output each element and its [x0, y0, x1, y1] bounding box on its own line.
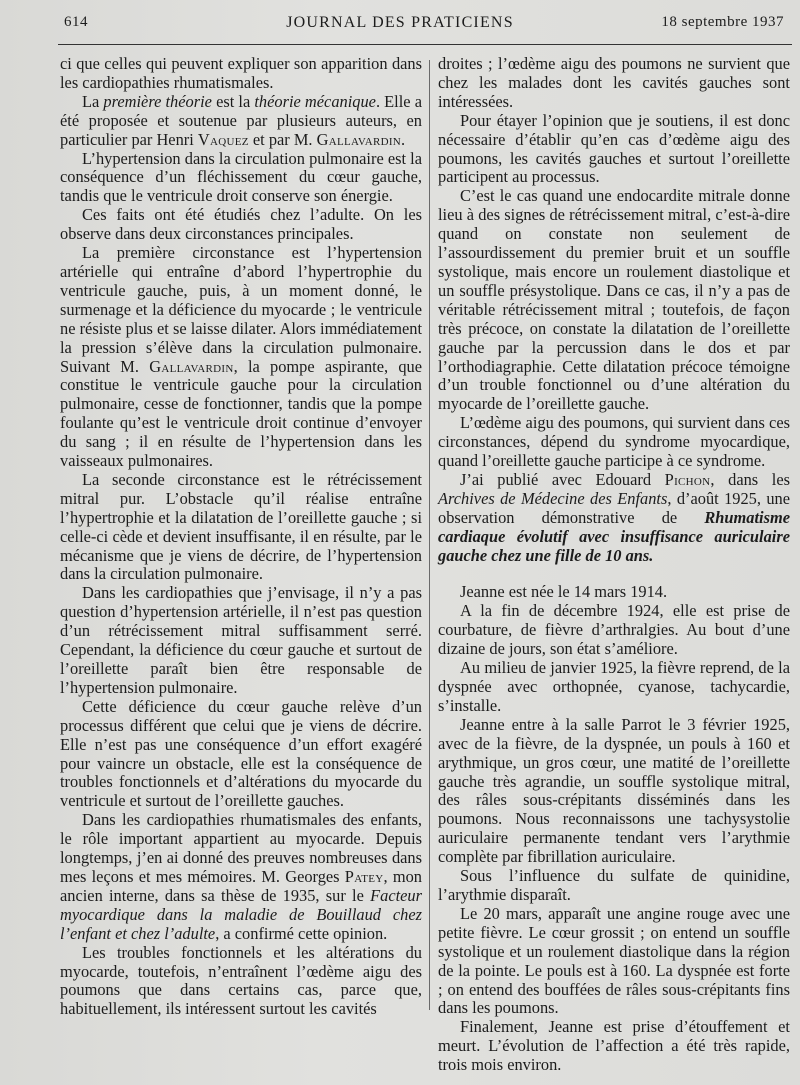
- paragraph: Pour étayer l’opinion que je soutiens, il est donc nécessaire d’établir qu’en cas d’œdème aigu des poumons, les cavités gauches et surtout l’oreillette participent au processus.: [438, 110, 790, 187]
- paragraph: A la fin de décembre 1924, elle est prise de courbature, de fièvre d’arthralgies. Au bout d’une dizaine de jours, son état s’améliore.: [438, 601, 790, 659]
- paragraph: La première circonstance est l’hypertension artérielle qui entraîne d’abord l’hypertrophie du ventricule gauche, puis, à un moment donné, le surmenage et la déficience du myocarde ; le ventricule ne résiste plus et se laisse dilater. Alors immédiatement la pression s’élève dans la circulation pulmonaire. Suivant M. Gallavardin, la pompe aspirante, que constitue le ventricule gauche pour la circulation pulmonaire, cesse de fonctionner, tandis que la pompe foulante qu’est le ventricule droit continue d’envoyer du sang ; il en résulte de l’hypertension dans les vaisseaux pulmonaires.: [60, 243, 422, 471]
- paragraph: L’œdème aigu des poumons, qui survient dans ces circonstances, dépend du syndrome myocardique, quand l’oreillette gauche participe à ce syndrome.: [438, 413, 790, 471]
- author-name: Gallavardin: [149, 356, 234, 376]
- journal-reference: Archives de Médecine des Enfants: [438, 488, 668, 508]
- journal-title: JOURNAL DES PRATICIENS: [286, 14, 514, 31]
- section-gap: [438, 565, 790, 583]
- paragraph: Le 20 mars, apparaît une angine rouge avec une petite fièvre. Le cœur grossit ; on entend un souffle systolique et un roulement diastolique dans la région de la pointe. Le pouls est à 160. La dyspnée est forte ; on entend des bouffées de râles sous-crépitants fins dans les poumons.: [438, 903, 790, 1018]
- author-name: Vaquez: [197, 129, 249, 149]
- left-column: [60, 55, 422, 1019]
- paragraph: L’hypertension dans la circulation pulmonaire est la conséquence d’un fléchissement du cœur gauche, tandis que le ventricule droit conserve son énergie.: [60, 148, 422, 206]
- paragraph: Dans les cardiopathies que j’envisage, il n’y a pas question d’hypertension artérielle, il n’est pas question d’un rétrécissement mitral suffisamment serré. Cependant, la déficience du cœur gauche et surtout de l’oreillette paraît bien être responsable de l’hypertension pulmonaire.: [60, 583, 422, 697]
- author-name: Pichon: [664, 469, 711, 489]
- paragraph: La seconde circonstance est le rétrécissement mitral pur. L’obstacle qu’il réalise entraîne l’hypertrophie et la dilatation de l’oreillette gauche ; si celle-ci cède et devient insuffisante, il en résulte, par le mécanisme que je viens de décrire, de l’hypertension dans la circulation pulmonaire.: [60, 469, 422, 584]
- issue-date: 18 septembre 1937: [661, 14, 784, 30]
- paragraph: ci que celles qui peuvent expliquer son apparition dans les cardiopathies rhumatismales.: [60, 54, 422, 92]
- thesis-title: Facteur myocardique dans la maladie de Bouillaud chez l’enfant et chez l’adulte: [60, 885, 422, 943]
- paragraph: Les troubles fonctionnels et les altérations du myocarde, toutefois, n’entraînent l’œdème aigu des poumons que dans certains cas, parce que, habituellement, ils intéressent surtout les cavités: [60, 942, 422, 1019]
- observation-title: Rhumatisme cardiaque évolutif avec insuffisance auriculaire gauche chez une fille de 10 ans.: [438, 507, 790, 565]
- paragraph: J’ai publié avec Edouard Pichon, dans les Archives de Médecine des Enfants, d’août 1925, une observation démonstrative de Rhumatisme cardiaque évolutif avec insuffisance auriculaire gauche chez une fille de 10 ans.: [438, 469, 790, 565]
- paragraph: droites ; l’œdème aigu des poumons ne survient que chez les malades dont les cavités gauches sont intéressées.: [438, 54, 790, 111]
- header-rule: [58, 44, 792, 45]
- paragraph: C’est le cas quand une endocardite mitrale donne lieu à des signes de rétrécissement mitral, c’est-à-dire quand on constate non seulement de l’assourdissement du premier bruit et un souffle systolique, mais encore un roulement diastolique et un souffle présystolique. Dans ce cas, il n’y a pas de véritable rétrécissement mitral ; toutefois, de façon très précoce, on constate la dilatation de l’oreillette gauche par la percussion dans le dos et par l’orthodiagraphie. Cette dilatation précoce témoigne d’un trouble fonctionnel ou d’une altération du myocarde de l’oreillette gauche.: [438, 186, 790, 414]
- paragraph: Jeanne est née le 14 mars 1914.: [460, 582, 668, 602]
- column-divider: [429, 60, 430, 1010]
- paragraph: Ces faits ont été étudiés chez l’adulte. On les observe dans deux circonstances principales.: [60, 205, 422, 244]
- right-column: [438, 55, 790, 1075]
- paragraph: La première théorie est la théorie mécanique. Elle a été proposée et soutenue par plusieurs auteurs, en particulier par Henri Vaquez et par M. Gallavardin.: [60, 91, 422, 149]
- paragraph: Au milieu de janvier 1925, la fièvre reprend, de la dyspnée avec orthopnée, cyanose, tachycardie, s’installe.: [438, 658, 790, 715]
- running-header: [0, 14, 800, 40]
- paragraph: Dans les cardiopathies rhumatismales des enfants, le rôle important appartient au myocarde. Depuis longtemps, j’en ai donné des preuves nombreuses dans mes leçons et mes mémoires. M. Georges Patey, mon ancien interne, dans sa thèse de 1935, sur le Facteur myocardique dans la maladie de Bouillaud chez l’enfant et chez l’adulte, a confirmé cette opinion.: [60, 810, 422, 943]
- paragraph: Sous l’influence du sulfate de quinidine, l’arythmie disparaît.: [438, 866, 790, 904]
- paragraph: Finalement, Jeanne est prise d’étouffement et meurt. L’évolution de l’affection a été très rapide, trois mois environ.: [438, 1017, 790, 1075]
- author-name: Patey: [344, 866, 384, 886]
- paragraph: Jeanne entre à la salle Parrot le 3 février 1925, avec de la fièvre, de la dyspnée, un pouls à 160 et arythmique, un gros cœur, une matité de l’oreillette gauche très agrandie, un souffle systolique mitral, des râles sous-crépitants disséminés dans les poumons. Nous reconnaissons une tachysystolie auriculaire permanente tendant vers l’arythmie complète par fibrillation auriculaire.: [438, 714, 790, 867]
- page-number: 614: [64, 14, 88, 30]
- paragraph: Cette déficience du cœur gauche relève d’un processus différent que celui que je viens de décrire. Elle n’est pas une conséquence d’un effort exagéré pour vaincre un obstacle, elle est la conséquence de troubles fonctionnels et d’altérations du myocarde du ventricule et surtout de l’oreillette gauches.: [60, 696, 422, 811]
- author-name: Gallavardin: [316, 129, 402, 149]
